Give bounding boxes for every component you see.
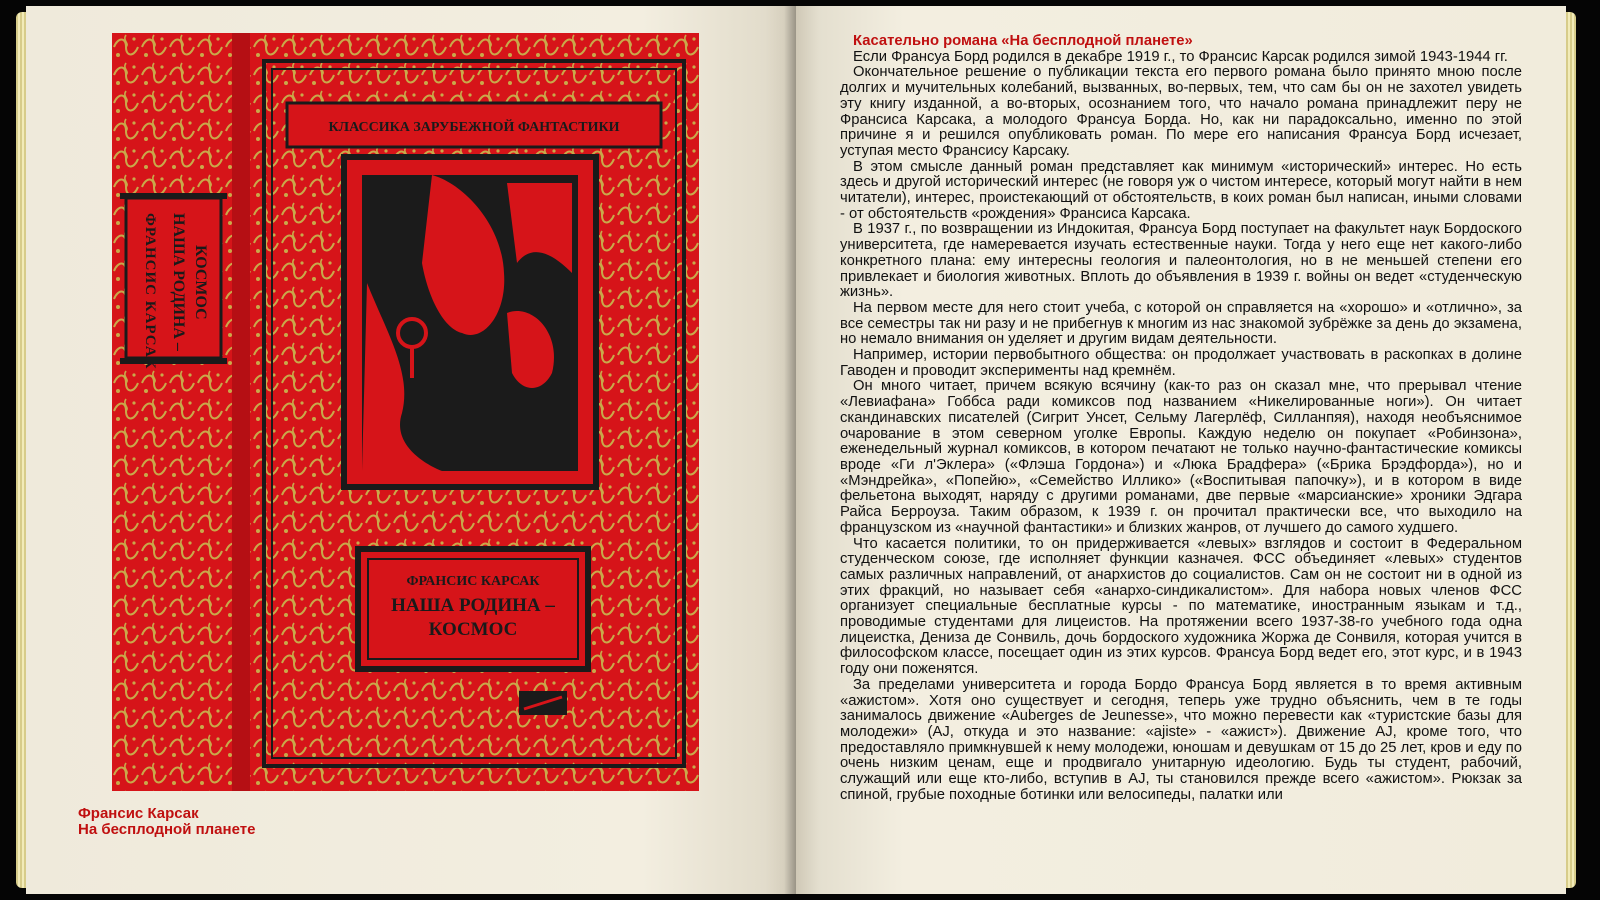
article-paragraph: Окончательное решение о публикации текста его первого романа было принято мною после долгих и мучительных колебаний, вызванных, во-первых, тем, что сам бы он не захотел увидеть эту книгу изданной, а во-вторых, осознанием того, что начало романа принадлежит перу не Франсиса Карсака, а молодого Франсуа Борда. Но, как ни парадоксально, именно по этой причине я и решился опубликовать роман. По мере его написания Франсуа Борд исчезает, уступая место Франсису Карсаку. <box>840 64 1522 159</box>
article-paragraph: Что касается политики, то он придерживается «левых» взглядов и состоит в Федеральном студенческом союзе, где исполняет функции казначея. ФСС объединяет «левых» студентов самых различных направлений, от анархистов до социалистов. Сам он не состоит ни в одной из этих фракций, но называет себя «анархо-синдикалистом». Для набора новых членов ФСС организует специальные бесплатные курсы - по математике, иностранным языкам и т.д., проводимые студентами для лицеистов. На протяжении всего 1937-38-го учебного года одна лицеистка, Дениза де Сонвиль, дочь бордоского художника Жоржа де Сонвиля, которая учится в философском классе, посещает один из этих курсов. Франсуа Борд ведет его, этот курс, и в 1943 году они поженятся. <box>840 535 1522 678</box>
cover-spine <box>112 33 250 791</box>
article-paragraph: Если Франсуа Борд родился в декабре 1919 г., то Франсис Карсак родился зимой 1943-1944 гг. <box>853 48 1508 65</box>
cover-title-line-1: НАША РОДИНА – <box>391 595 555 616</box>
cover-caption <box>78 806 255 838</box>
right-page[interactable] <box>796 6 1566 894</box>
article <box>840 34 1522 803</box>
caption-title: На бесплодной планете <box>78 821 256 838</box>
spine-author: ФРАНСИС КАРСАК <box>142 213 158 370</box>
article-heading: Касательно романа «На бесплодной планете» <box>853 33 1193 49</box>
article-paragraph: Он много читает, причем всякую всячину (как-то раз он сказал мне, что прерывал чтение «Левиафана» Гоббса ради комиксов под названием «Никелированные ноги»). Он читает скандинавских писателей (Сигрит Унсет, Сельму Лагерлёф, Силланпяя), находя необъяснимое очарование в этом северном уголке Европы. Каждую неделю он покупает «Робинзона», еженедельный журнал комиксов, в котором печатают не только научно-фантастические комиксы вроде «Ги л'Эклера» («Флэша Гордона») и «Люка Брадфера» («Брика Брэдфорда»), но и «Мэндрейка», «Попейю», «Семейство Иллико» («Воспитывая папочку»), и в котором в виде фельетона выходят, наряду с другими романами, две первые «марсианские» хроники Эдгара Райса Берроуза. Таким образом, к 1939 г. он прочитал практически все, что выходило на французском из «научной фантастики» и близких жанров, от лучшего до самого худшего. <box>840 378 1522 536</box>
page-stack-left <box>16 12 26 888</box>
article-paragraph: В 1937 г., по возвращении из Индокитая, Франсуа Борд поступает на факультет наук Бордоского университета, где намеревается изучать естественные науки. Тогда у него еще нет какого-либо конкретного плана: ему интересны геология и палеонтология, но в не меньшей степени его привлекает и биология животных. Вплоть до объявления в 1939 г. войны он ведет «студенческую жизнь». <box>840 221 1522 301</box>
cover-front <box>250 33 699 791</box>
open-book <box>16 6 1576 894</box>
article-paragraph: На первом месте для него стоит учеба, с которой он справляется на «хорошо» и «отлично», за все семестры так ни разу и не прибегнув к многим из нас знакомой зубрёжке за день до экзамена, но немало внимания он уделяет и другим видам деятельности. <box>840 299 1522 348</box>
series-title: КЛАССИКА ЗАРУБЕЖНОЙ ФАНТАСТИКИ <box>328 120 620 135</box>
page-stack-right <box>1566 12 1576 888</box>
article-paragraph: В этом смысле данный роман представляет как минимум «исторический» интерес. Но есть здесь и другой исторический интерес (не говоря уж о чистом интересе, который могут найти в нем читатели), интерес, проистекающий от обстоятельств, в коих роман был написан, иными словами - от обстоятельств «рождения» Франсиса Карсака. <box>840 158 1522 222</box>
article-paragraph: За пределами университета и города Бордо Франсуа Борд является в то время активным «ажистом». Хотя оно существует и сегодня, теперь уже трудно объяснить, чем в те годы занималось движение «Auberges de Jeunesse», что можно перевести как «туристские базы для молодежи» (AJ, откуда и это название: «ajiste» - «ажист»). Движение AJ, кроме того, что предоставляло примкнувшей к нему молодежи, юношам и девушкам от 15 до 25 лет, кров и еду по очень низким ценам, еще и продвигало унитарную идеологию. Будь ты студент, рабочий, служащий или еще кто-либо, вступив в AJ, ты становился прежде всего «ажистом». Рюкзак за спиной, грубые походные ботинки или велосипеды, палатки или <box>840 676 1522 803</box>
left-page[interactable] <box>26 6 796 894</box>
article-paragraph: Например, истории первобытного общества: он продолжает участвовать в раскопках в долине Гаводен и проводит эксперименты над кремнём. <box>840 347 1522 379</box>
spine-title-line-2: КОСМОС <box>192 245 209 320</box>
spine-title-line-1: НАША РОДИНА – <box>170 213 187 351</box>
cover-title-line-2: КОСМОС <box>428 619 518 640</box>
book-cover-image <box>112 33 699 791</box>
caption-author: Франсис Карсак <box>78 805 199 822</box>
cover-author: ФРАНСИС КАРСАК <box>406 574 540 589</box>
